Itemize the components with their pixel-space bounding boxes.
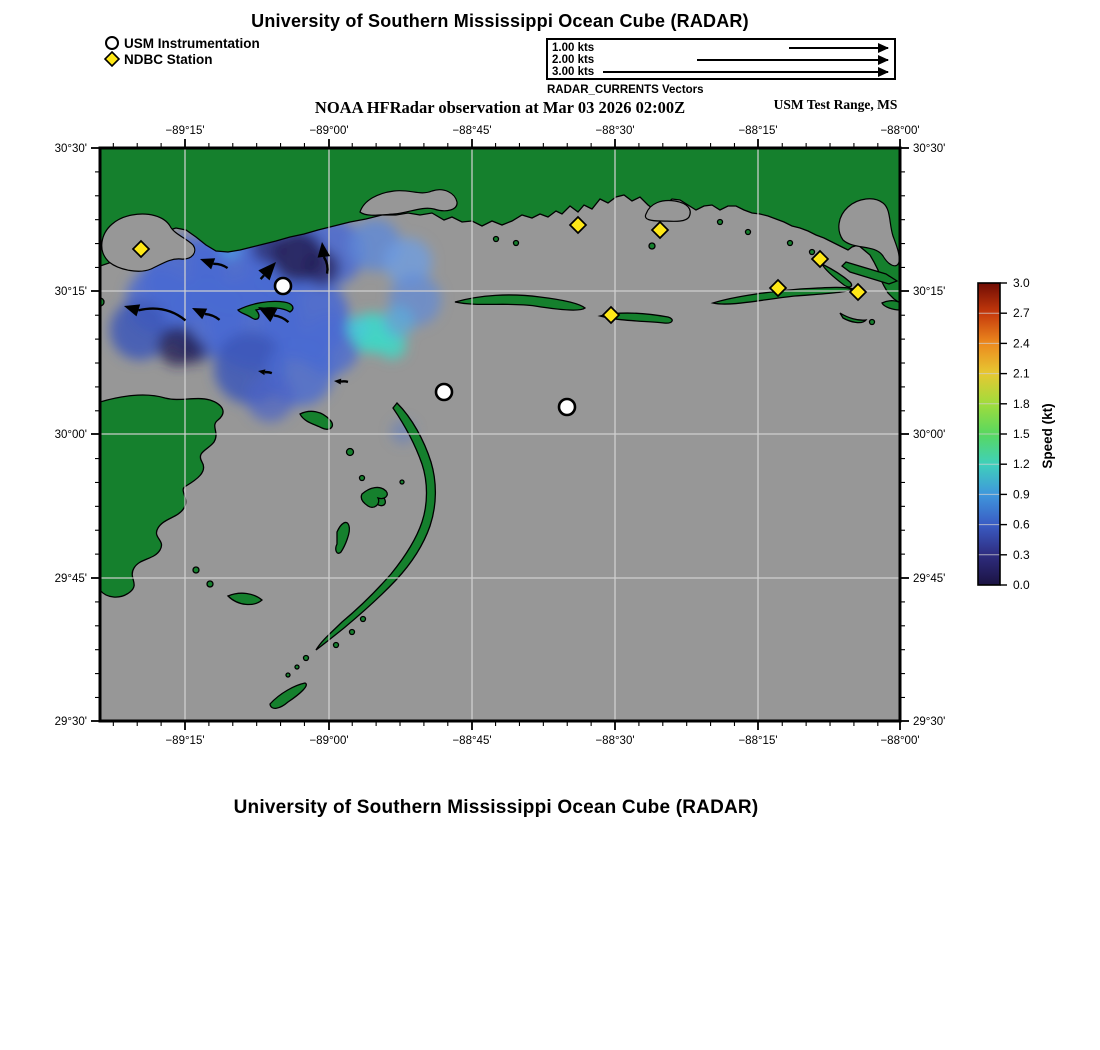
colorbar-tick-label: 0.3 <box>1013 547 1030 562</box>
colorbar-tick-label: 1.2 <box>1013 457 1030 472</box>
chandeleur-dot-4 <box>334 643 339 648</box>
x-tick-label-bottom: −89°00' <box>309 735 349 747</box>
vector-scale-label: 2.00 kts <box>552 54 595 66</box>
vector-scale-label: 3.00 kts <box>552 66 595 78</box>
x-tick-label-top: −88°30' <box>595 125 635 137</box>
colorbar-axis-label: Speed (kt) <box>1040 403 1055 469</box>
observation-subtitle: NOAA HFRadar observation at Mar 03 2026 02:00Z <box>314 98 686 117</box>
colorbar-tick-label: 3.0 <box>1013 276 1030 290</box>
x-tick-label-top: −88°45' <box>452 125 492 137</box>
colorbar <box>978 276 1030 592</box>
usm-instrumentation-marker <box>436 384 452 400</box>
x-tick-label-bottom: −88°45' <box>452 735 492 747</box>
y-tick-label-left: 30°15' <box>54 286 87 298</box>
coast-speck-3 <box>649 243 655 249</box>
page-title: University of Southern Mississippi Ocean Cube (RADAR) <box>251 11 749 31</box>
colorbar-tick-label: 2.7 <box>1013 306 1030 321</box>
x-tick-label-bottom: −89°15' <box>165 735 205 747</box>
x-tick-label-bottom: −88°30' <box>595 735 635 747</box>
marsh-islet-2 <box>347 449 354 456</box>
marsh-islet-6 <box>193 567 199 573</box>
colorbar-tick-label: 0.0 <box>1013 578 1030 592</box>
islet-dot-8 <box>400 480 404 484</box>
coast-speck-5 <box>746 230 751 235</box>
y-tick-label-right: 29°30' <box>913 716 946 728</box>
x-tick-label-top: −88°15' <box>738 125 778 137</box>
y-tick-label-right: 30°30' <box>913 143 946 155</box>
coast-speck-7 <box>810 250 815 255</box>
chandeleur-dot-2 <box>295 665 299 669</box>
marsh-islet-5 <box>207 581 213 587</box>
coast-speck-2 <box>514 241 519 246</box>
speed-field-blob <box>184 340 208 364</box>
chandeleur-dot-3 <box>286 673 290 677</box>
coast-speck-4 <box>718 220 723 225</box>
y-tick-label-left: 30°00' <box>54 429 87 441</box>
y-tick-label-left: 29°30' <box>54 716 87 728</box>
coast-speck-6 <box>788 241 793 246</box>
usm-instrumentation-marker <box>559 399 575 415</box>
usm-instrumentation-marker <box>275 278 291 294</box>
current-vector-tail <box>341 381 348 382</box>
legend-label-usm: USM Instrumentation <box>124 35 260 51</box>
legend-label-ndbc: NDBC Station <box>124 51 213 67</box>
x-tick-label-top: −89°15' <box>165 125 205 137</box>
y-tick-label-left: 29°45' <box>54 573 87 585</box>
chandeleur-dot-5 <box>350 630 355 635</box>
x-tick-label-bottom: −88°15' <box>738 735 778 747</box>
colorbar-tick-label: 2.1 <box>1013 366 1030 381</box>
speed-field-blob <box>346 316 370 340</box>
current-vector-tail <box>265 372 272 373</box>
vector-scale-caption: RADAR_CURRENTS Vectors <box>547 84 704 96</box>
islet-dot-7 <box>360 476 365 481</box>
x-tick-label-bottom: −88°00' <box>880 735 920 747</box>
test-range-label: USM Test Range, MS <box>773 97 898 112</box>
y-tick-label-right: 29°45' <box>913 573 946 585</box>
speed-field-blob <box>382 306 414 338</box>
colorbar-tick-label: 2.4 <box>1013 336 1030 351</box>
x-tick-label-top: −88°00' <box>880 125 920 137</box>
colorbar-tick-label: 0.6 <box>1013 517 1030 532</box>
chandeleur-dot-1 <box>304 656 309 661</box>
colorbar-tick-label: 1.8 <box>1013 396 1030 411</box>
y-tick-label-left: 30°30' <box>54 143 87 155</box>
chandeleur-dot-6 <box>361 617 366 622</box>
vector-scale-label: 1.00 kts <box>552 42 595 54</box>
y-tick-label-right: 30°15' <box>913 286 946 298</box>
y-tick-label-right: 30°00' <box>913 429 946 441</box>
x-tick-label-top: −89°00' <box>309 125 349 137</box>
islet <box>870 320 875 325</box>
coast-speck-1 <box>494 237 499 242</box>
colorbar-tick-label: 1.5 <box>1013 427 1030 441</box>
speed-field-blob <box>246 374 294 422</box>
colorbar-tick-label: 0.9 <box>1013 487 1030 502</box>
footer-title: University of Southern Mississippi Ocean Cube (RADAR) <box>233 797 759 818</box>
